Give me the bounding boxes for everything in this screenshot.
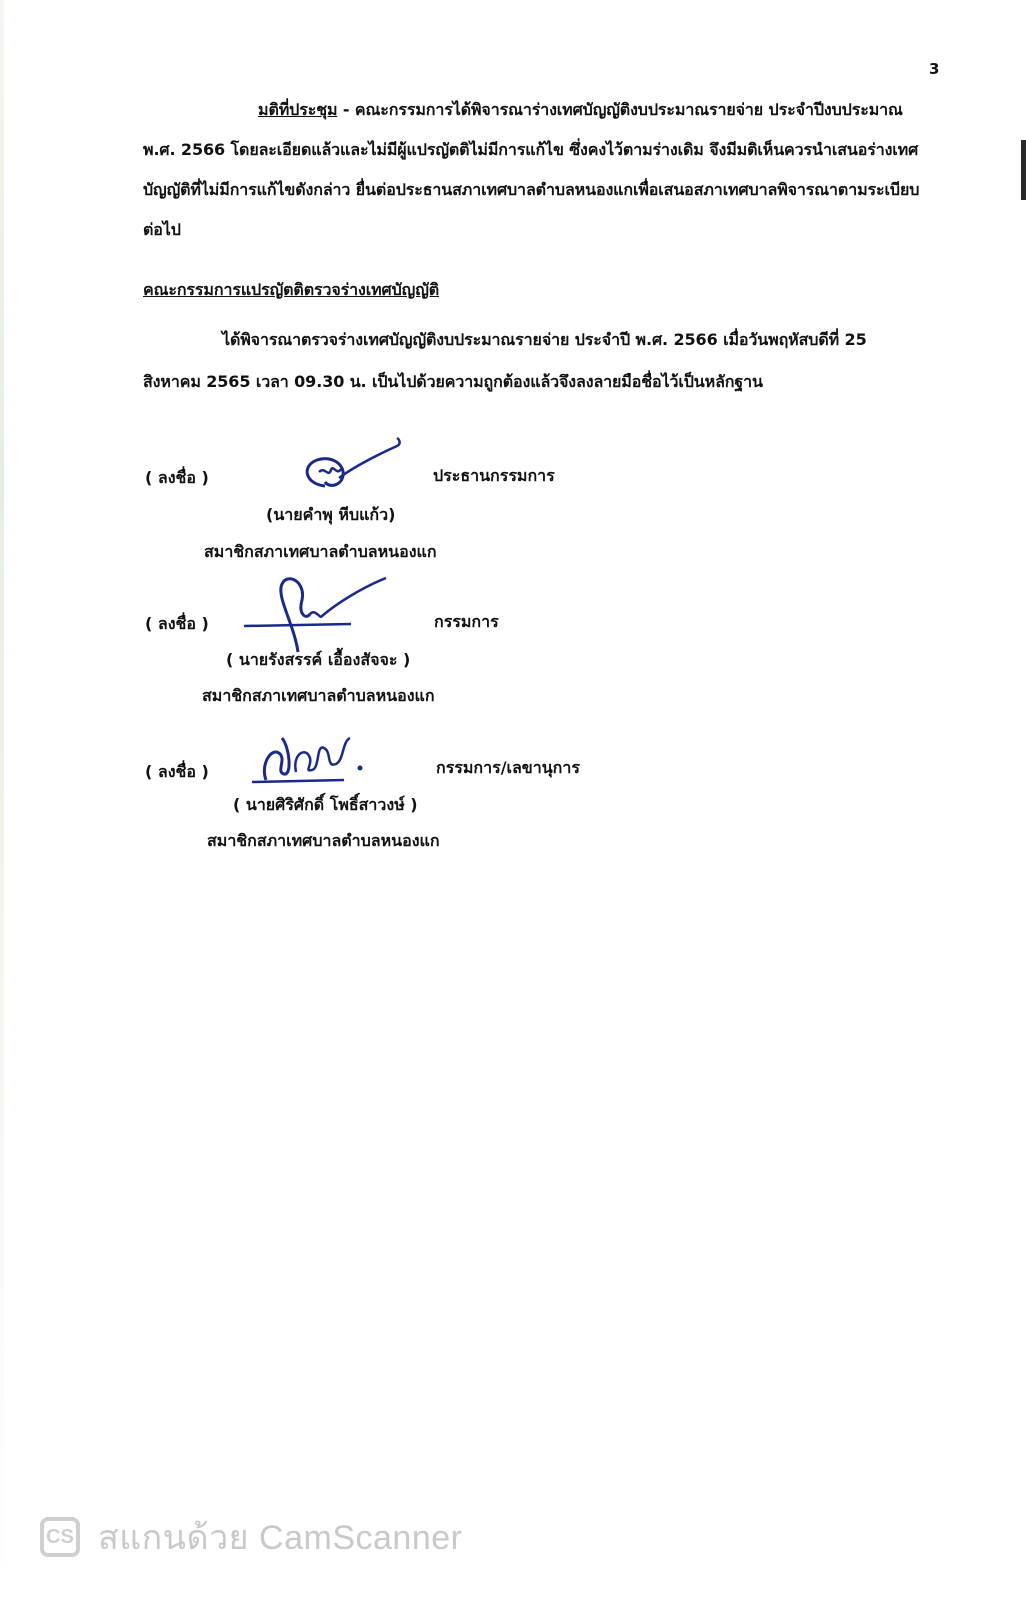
signature-1-image xyxy=(295,436,410,501)
signature-2-image xyxy=(236,574,396,654)
scan-edge-right xyxy=(1021,140,1026,200)
resolution-line-1-text: - คณะกรรมการได้พิจารณาร่างเทศบัญญัติงบประมาณรายจ่าย ประจำปีงบประมาณ xyxy=(337,100,903,119)
scan-edge-left xyxy=(0,0,4,1598)
signature-3-position: กรรมการ/เลขานุการ xyxy=(436,758,580,777)
signature-1-position: ประธานกรรมการ xyxy=(433,466,555,485)
signature-1-name: (นายคำพุ หีบแก้ว) xyxy=(266,505,396,524)
page-number: 3 xyxy=(929,60,940,78)
committee-heading: คณะกรรมการแปรญัตติตรวจร่างเทศบัญญัติ xyxy=(143,280,440,299)
sign-label: ( ลงชื่อ ) xyxy=(145,762,209,781)
resolution-line-4: ต่อไป xyxy=(143,220,181,239)
camscanner-logo-icon: CS xyxy=(40,1517,80,1557)
resolution-heading: มติที่ประชุม xyxy=(258,100,338,119)
sign-label: ( ลงชื่อ ) xyxy=(145,614,209,633)
signature-3-title: สมาชิกสภาเทศบาลตำบลหนองแก xyxy=(207,831,440,850)
resolution-line-2: พ.ศ. 2566 โดยละเอียดแล้วและไม่มีผู้แปรญัตติไม่มีการแก้ไข ซึ่งคงไว้ตามร่างเดิม จึงมีมติเห็นควรนำเสนอร่างเทศ xyxy=(143,140,919,159)
resolution-line-1 xyxy=(258,98,903,123)
signature-2-position: กรรมการ xyxy=(434,612,499,631)
committee-line-2: สิงหาคม 2565 เวลา 09.30 น. เป็นไปด้วยความถูกต้องแล้วจึงลงลายมือชื่อไว้เป็นหลักฐาน xyxy=(143,372,763,391)
signature-2-name: ( นายรังสรรค์ เอื้องสัจจะ ) xyxy=(226,650,411,669)
signature-3-image xyxy=(246,724,376,790)
resolution-line-3: บัญญัติที่ไม่มีการแก้ไขดังกล่าว ยื่นต่อประธานสภาเทศบาลตำบลหนองแกเพื่อเสนอสภาเทศบาลพิจารณาตามระเบียบ xyxy=(143,180,920,199)
sign-label: ( ลงชื่อ ) xyxy=(145,468,209,487)
signature-2-title: สมาชิกสภาเทศบาลตำบลหนองแก xyxy=(202,686,435,705)
signature-3-name: ( นายศิริศักดิ์ โพธิ์สาวงษ์ ) xyxy=(233,795,418,814)
watermark-text: สแกนด้วย CamScanner xyxy=(98,1519,463,1557)
committee-line-1: ได้พิจารณาตรวจร่างเทศบัญญัติงบประมาณรายจ่าย ประจำปี พ.ศ. 2566 เมื่อวันพฤหัสบดีที่ 25 xyxy=(222,330,867,349)
signature-1-title: สมาชิกสภาเทศบาลตำบลหนองแก xyxy=(204,542,437,561)
camscanner-watermark xyxy=(40,1510,462,1564)
